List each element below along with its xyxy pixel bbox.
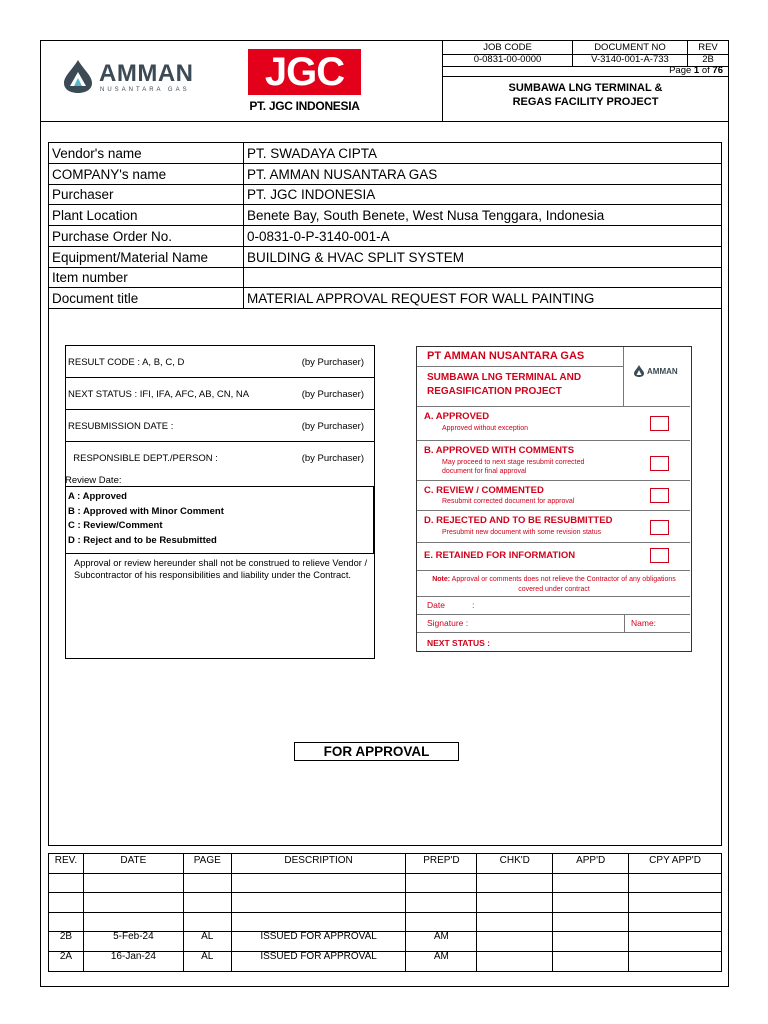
amman-drop-icon [633, 365, 645, 377]
stamp-header [417, 347, 690, 407]
cell: 2A [49, 951, 84, 971]
next-status-row [66, 378, 374, 410]
approval-disclaimer: Approval or review hereunder shall not be construed to relieve Vendor / Subcontractor of his responsibilities and liability under the Contract. [74, 558, 368, 580]
vendor-value: 0-0831-0-P-3140-001-A [244, 226, 722, 247]
vendor-value: BUILDING & HVAC SPLIT SYSTEM [244, 246, 722, 267]
stamp-checkbox[interactable] [650, 488, 669, 503]
cell [49, 893, 84, 913]
amman-logo-name: AMMAN [99, 60, 194, 87]
cell [629, 951, 722, 971]
vendor-label: Vendor's name [49, 143, 244, 164]
cell [406, 912, 477, 932]
table-row [49, 932, 722, 952]
stamp-project-line2: REGASIFICATION PROJECT [427, 386, 562, 397]
vendor-value: PT. SWADAYA CIPTA [244, 143, 722, 164]
col-header-cpy-appd: CPY APP'D [629, 854, 722, 874]
rev-value: 2B [702, 54, 714, 65]
stamp-date-colon: : [472, 600, 475, 610]
stamp-option-desc: May proceed to next stage resubmit corrected document for final approval [442, 459, 585, 475]
revision-table [48, 853, 722, 972]
cell [629, 893, 722, 913]
cell [231, 893, 406, 913]
vendor-row [49, 267, 722, 288]
vendor-row [49, 163, 722, 184]
cell [629, 912, 722, 932]
vendor-value: MATERIAL APPROVAL REQUEST FOR WALL PAINTING [244, 288, 722, 309]
vendor-label: Document title [49, 288, 244, 309]
table-row [49, 893, 722, 913]
table-row [49, 912, 722, 932]
next-status-by: (by Purchaser) [301, 389, 364, 400]
cell: 5-Feb-24 [83, 932, 183, 952]
cell [477, 893, 553, 913]
cell [83, 873, 183, 893]
cell [477, 951, 553, 971]
stamp-checkbox[interactable] [650, 548, 669, 563]
stamp-option-review-commented [417, 481, 690, 511]
stamp-note [423, 575, 685, 594]
responsible-dept-by: (by Purchaser) [301, 453, 364, 464]
cell: 16-Jan-24 [83, 951, 183, 971]
cell: AL [183, 932, 231, 952]
cell [629, 932, 722, 952]
vendor-info-table [48, 142, 722, 309]
revision-header-row [49, 854, 722, 874]
document-no-label: DOCUMENT NO [594, 42, 666, 53]
legend-item: A : Approved [68, 491, 127, 502]
cell [183, 912, 231, 932]
cell [49, 912, 84, 932]
vendor-row [49, 143, 722, 164]
stamp-option-approved [417, 407, 690, 441]
vendor-value: PT. AMMAN NUSANTARA GAS [244, 163, 722, 184]
resubmission-date-row [66, 410, 374, 442]
logo-area [41, 41, 443, 121]
cell [629, 873, 722, 893]
stamp-checkbox[interactable] [650, 456, 669, 471]
cell [183, 893, 231, 913]
stamp-note-bold: Note: [432, 576, 451, 583]
page-indicator [603, 65, 723, 77]
stamp-company: PT AMMAN NUSANTARA GAS [417, 347, 624, 367]
responsible-dept-label: RESPONSIBLE DEPT./PERSON : [68, 453, 218, 464]
stamp-option-title: B. APPROVED WITH COMMENTS [424, 445, 575, 456]
stamp-signature-label: Signature : [427, 618, 469, 628]
project-title [443, 81, 728, 109]
result-code-label: RESULT CODE : A, B, C, D [68, 357, 185, 368]
stamp-project-line1: SUMBAWA LNG TERMINAL AND [427, 372, 582, 383]
stamp-option-title: C. REVIEW / COMMENTED [424, 485, 544, 496]
result-code-box [65, 345, 375, 659]
result-code-row [66, 346, 374, 378]
vendor-row [49, 184, 722, 205]
result-code-by: (by Purchaser) [301, 357, 364, 368]
vendor-row [49, 246, 722, 267]
stamp-checkbox[interactable] [650, 520, 669, 535]
cell: ISSUED FOR APPROVAL [231, 932, 406, 952]
stamp-option-title: E. RETAINED FOR INFORMATION [424, 550, 576, 561]
cell [477, 932, 553, 952]
job-code-value: 0-0831-00-0000 [473, 54, 542, 65]
cell [231, 912, 406, 932]
vendor-row [49, 205, 722, 226]
stamp-next-status-label: NEXT STATUS : [427, 638, 490, 648]
review-date-label: Review Date: [65, 475, 122, 486]
cell [553, 893, 629, 913]
cell [553, 932, 629, 952]
cell [477, 873, 553, 893]
page-current: 1 [693, 65, 700, 76]
cell [183, 873, 231, 893]
cell [477, 912, 553, 932]
col-header-date: DATE [83, 854, 183, 874]
cell [83, 912, 183, 932]
result-code-legend [65, 486, 374, 554]
cell: ISSUED FOR APPROVAL [231, 951, 406, 971]
responsible-dept-row [66, 442, 374, 474]
cell [406, 893, 477, 913]
resubmission-date-label: RESUBMISSION DATE : [68, 421, 174, 432]
legend-item: D : Reject and to be Resubmitted [68, 534, 217, 546]
vendor-value: PT. JGC INDONESIA [244, 184, 722, 205]
cell [553, 951, 629, 971]
vendor-label: Plant Location [49, 205, 244, 226]
stamp-project [427, 371, 581, 399]
cell: AL [183, 951, 231, 971]
col-header-prepd: PREP'D [406, 854, 477, 874]
vendor-value [244, 267, 722, 288]
stamp-option-approved-with-comments [417, 441, 690, 481]
legend-item: C : Review/Comment [68, 520, 163, 532]
jgc-logo: JGC [248, 49, 361, 95]
amman-logo [61, 58, 211, 98]
stamp-option-desc: Approved without exception [442, 425, 528, 432]
col-header-page: PAGE [183, 854, 231, 874]
amman-logo-sub: NUSANTARA GAS [100, 87, 190, 93]
cell [553, 873, 629, 893]
document-no-value: V-3140-001-A-733 [591, 54, 669, 65]
project-title-line1: SUMBAWA LNG TERMINAL & [508, 82, 663, 94]
vendor-label: Purchaser [49, 184, 244, 205]
legend-item: B : Approved with Minor Comment [68, 505, 224, 517]
jgc-logo-sub: PT. JGC INDONESIA [249, 99, 360, 113]
stamp-option-desc: Resubmit corrected document for approval [442, 498, 575, 505]
vendor-label: Purchase Order No. [49, 226, 244, 247]
stamp-note-text: Approval or comments does not relieve the Contractor of any obligations covered under contract [451, 576, 676, 593]
stamp-option-title: D. REJECTED AND TO BE RESUBMITTED [424, 515, 613, 526]
next-status-label: NEXT STATUS : IFI, IFA, AFC, AB, CN, NA [68, 389, 250, 400]
approval-stamp [416, 346, 692, 652]
page-of: of [701, 65, 710, 76]
stamp-logo-text: AMMAN [647, 367, 678, 376]
document-page [40, 40, 729, 987]
project-title-line2: REGAS FACILITY PROJECT [512, 96, 659, 108]
vendor-row [49, 226, 722, 247]
amman-drop-icon [61, 58, 95, 94]
cell [49, 873, 84, 893]
stamp-checkbox[interactable] [650, 416, 669, 431]
page-prefix: Page [669, 65, 692, 76]
job-code-label: JOB CODE [483, 42, 532, 53]
vendor-label: COMPANY's name [49, 163, 244, 184]
stamp-option-desc: Presubmit new document with some revision status [442, 529, 602, 536]
col-header-chkd: CHK'D [477, 854, 553, 874]
for-approval-label: FOR APPROVAL [294, 742, 459, 761]
resubmission-date-by: (by Purchaser) [301, 421, 364, 432]
cell [83, 893, 183, 913]
document-code-block [443, 41, 728, 121]
vendor-value: Benete Bay, South Benete, West Nusa Tenggara, Indonesia [244, 205, 722, 226]
table-row [49, 873, 722, 893]
rev-label: REV [698, 42, 718, 53]
stamp-option-retained [417, 543, 690, 571]
col-header-appd: APP'D [553, 854, 629, 874]
table-row [49, 951, 722, 971]
vendor-label: Equipment/Material Name [49, 246, 244, 267]
col-header-rev: REV. [49, 854, 84, 874]
document-header [41, 41, 728, 122]
vendor-label: Item number [49, 267, 244, 288]
col-header-description: DESCRIPTION [231, 854, 406, 874]
cell: AM [406, 951, 477, 971]
stamp-option-rejected [417, 511, 690, 543]
cell [406, 873, 477, 893]
page-total: 76 [712, 65, 723, 76]
stamp-option-title: A. APPROVED [424, 411, 490, 422]
cell: 2B [49, 932, 84, 952]
cell [231, 873, 406, 893]
stamp-date-label: Date [427, 600, 445, 610]
cell: AM [406, 932, 477, 952]
cell [553, 912, 629, 932]
stamp-name-label: Name: [631, 618, 657, 628]
